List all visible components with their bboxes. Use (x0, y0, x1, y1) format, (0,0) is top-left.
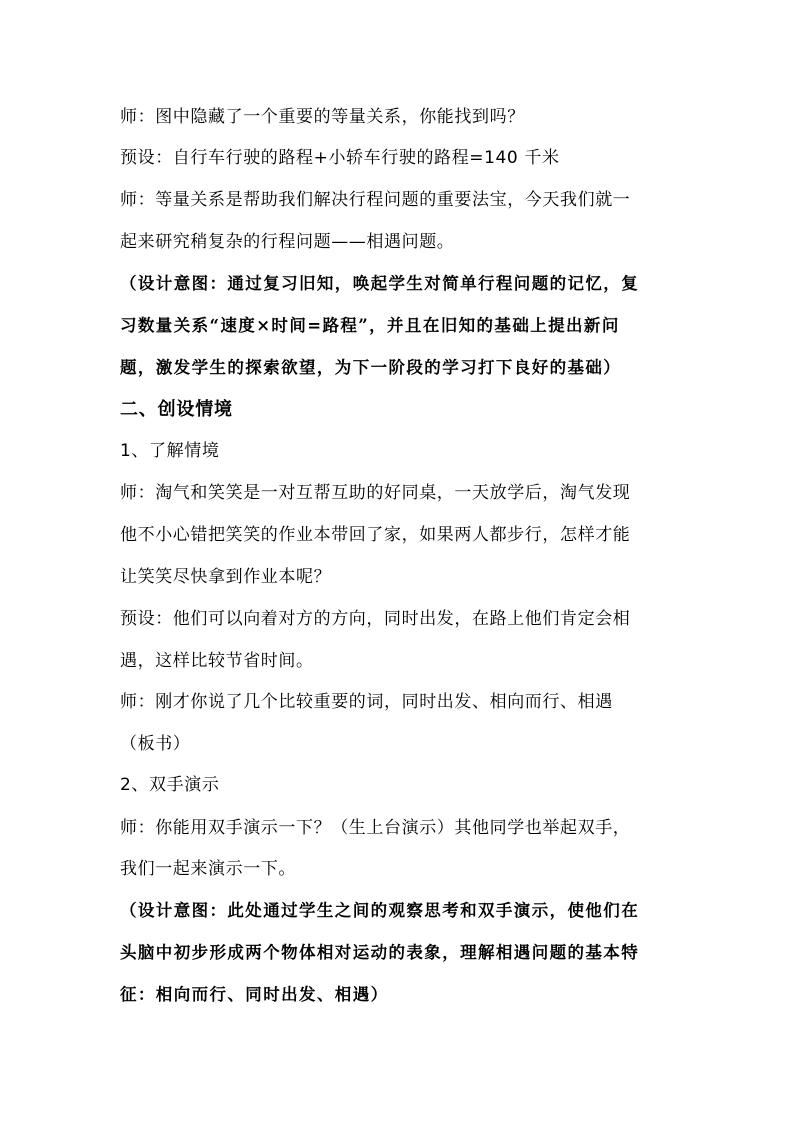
design-intent-line: 习数量关系“速度×时间=路程”，并且在旧知的基础上提出新问 (120, 316, 620, 335)
text-line: 预设：自行车行驶的路程+小轿车行驶的路程=140 千米 (120, 148, 560, 168)
text-line: 我们一起来演示一下。 (120, 859, 296, 879)
text-line: 师：图中隐藏了一个重要的等量关系，你能找到吗？ (120, 107, 525, 127)
section-heading: 二、创设情境 (120, 399, 233, 420)
design-intent-line: 题，激发学生的探索欲望，为下一阶段的学习打下良好的基础） (120, 358, 622, 377)
subsection-heading: 1、了解情境 (120, 441, 220, 461)
text-line: 他不小心错把笑笑的作业本带回了家，如果两人都步行，怎样才能 (120, 525, 631, 545)
text-line: 师：等量关系是帮助我们解决行程问题的重要法宝，今天我们就一 (120, 190, 631, 210)
text-line: 师：淘气和笑笑是一对互帮互助的好同桌，一天放学后，淘气发现 (120, 483, 631, 503)
text-line: 预设：他们可以向着对方的方向，同时出发，在路上他们肯定会相 (120, 609, 631, 629)
text-line: 让笑笑尽快拿到作业本呢？ (120, 567, 332, 587)
subsection-heading: 2、双手演示 (120, 775, 220, 795)
design-intent-line: 征：相向而行、同时出发、相遇） (120, 985, 389, 1004)
text-line: 师：刚才你说了几个比较重要的词，同时出发、相向而行、相遇 (120, 692, 613, 712)
design-intent-line: 头脑中初步形成两个物体相对运动的表象，理解相遇问题的基本特 (120, 943, 640, 962)
design-intent-line: （设计意图：此处通过学生之间的观察思考和双手演示，使他们在 (120, 901, 640, 920)
text-line: （板书） (120, 734, 191, 754)
text-line: 师：你能用双手演示一下？（生上台演示）其他同学也举起双手， (120, 818, 631, 838)
text-line: 起来研究稍复杂的行程问题——相遇问题。 (120, 232, 455, 252)
text-line: 遇，这样比较节省时间。 (120, 651, 314, 671)
design-intent-line: （设计意图：通过复习旧知，唤起学生对简单行程问题的记忆，复 (120, 274, 640, 293)
